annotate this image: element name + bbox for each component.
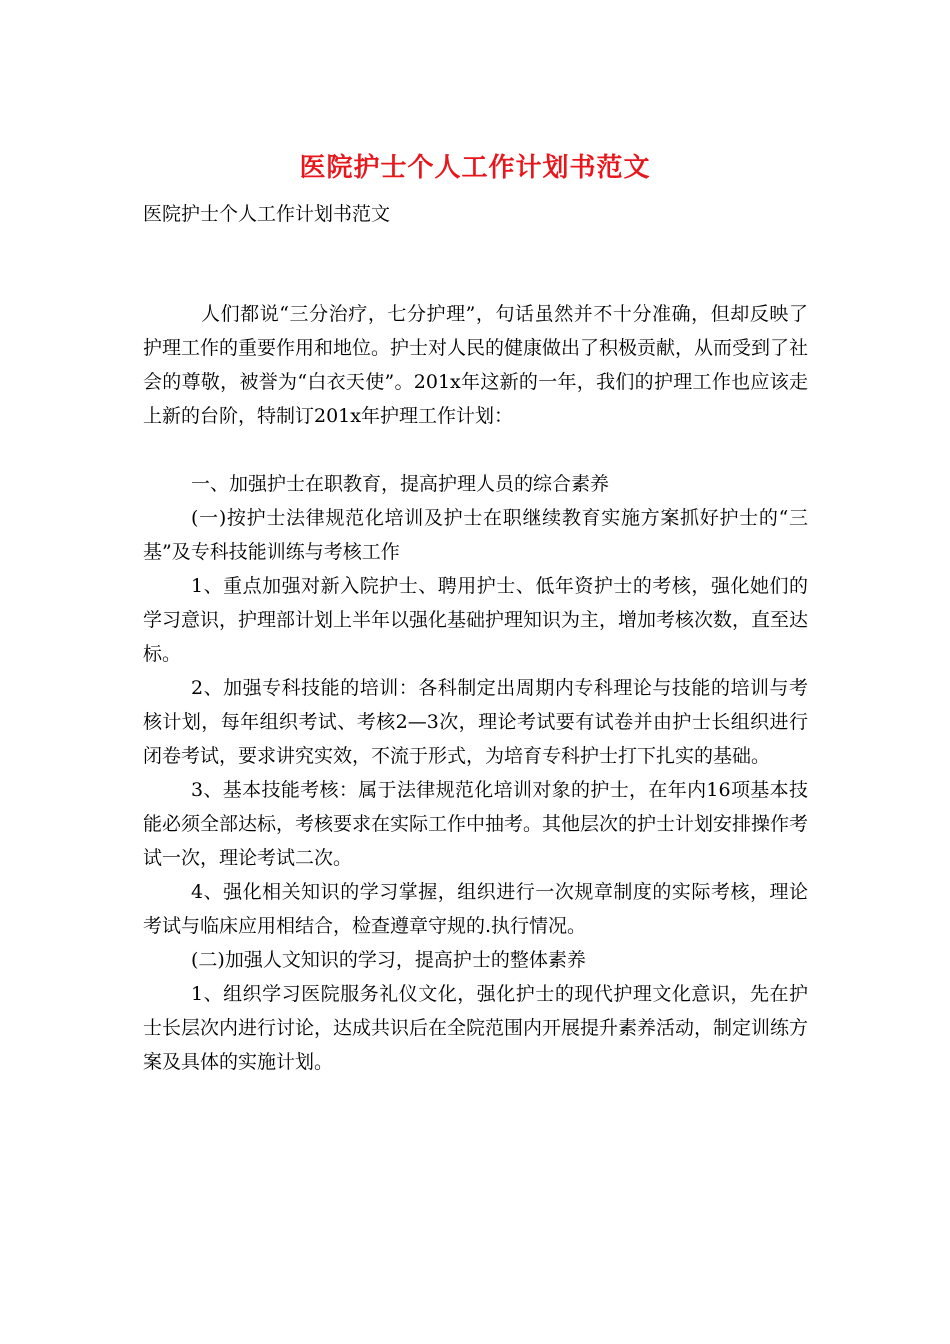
list-item-1: 1、重点加强对新入院护士、聘用护士、低年资护士的考核，强化她们的学习意识，护理部计划上半年以强化基础护理知识为主，增加考核次数，直至达标。	[143, 575, 809, 665]
document-title: 医院护士个人工作计划书范文	[299, 153, 651, 183]
subsection-heading-2: (二)加强人文知识的学习，提高护士的整体素养	[191, 949, 586, 971]
list-item-5: 1、组织学习医院服务礼仪文化，强化护士的现代护理文化意识，先在护士长层次内进行讨论，达成共识后在全院范围内开展提升素养活动，制定训练方案及具体的实施计划。	[143, 983, 809, 1073]
intro-paragraph: 人们都说“三分治疗，七分护理”，句话虽然并不十分准确，但却反映了护理工作的重要作用和地位。护士对人民的健康做出了积极贡献，从而受到了社会的尊敬，被誉为“白衣天使”。201x年这新的一年，我们的护理工作也应该走上新的台阶，特制订201x年护理工作计划：	[143, 303, 809, 427]
subsection-heading-1: (一)按护士法律规范化培训及护士在职继续教育实施方案抓好护士的“三基”及专科技能训练与考核工作	[143, 507, 808, 563]
list-item-3: 3、基本技能考核：属于法律规范化培训对象的护士，在年内16项基本技能必须全部达标，考核要求在实际工作中抽考。其他层次的护士计划安排操作考试一次，理论考试二次。	[143, 779, 809, 869]
list-item-4: 4、强化相关知识的学习掌握，组织进行一次规章制度的实际考核，理论考试与临床应用相结合，检查遵章守规的.执行情况。	[143, 881, 808, 937]
document-body	[143, 297, 808, 1079]
list-item-2: 2、加强专科技能的培训：各科制定出周期内专科理论与技能的培训与考核计划，每年组织考试、考核2—3次，理论考试要有试卷并由护士长组织进行闭卷考试，要求讲究实效，不流于形式，为培育专科护士打下扎实的基础。	[143, 677, 808, 767]
document-subtitle: 医院护士个人工作计划书范文	[143, 203, 391, 225]
section-heading-1: 一、加强护士在职教育，提高护理人员的综合素养	[191, 473, 610, 495]
